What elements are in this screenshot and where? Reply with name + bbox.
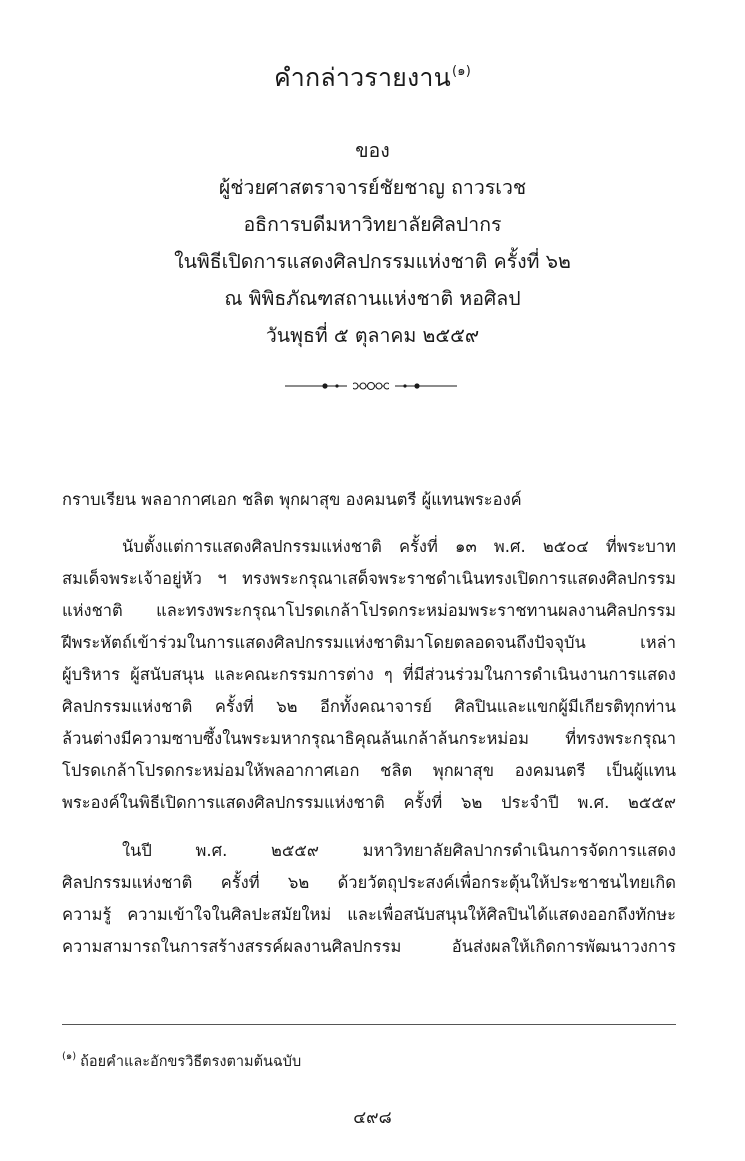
word: ที่ทรงพระกรุณา	[565, 729, 676, 748]
word: ความสามารถในการสร้างสรรค์ผลงานศิลปกรรม	[62, 937, 402, 956]
word: พุกผาสุข	[432, 761, 495, 780]
word: เป็นผู้แทน	[606, 761, 676, 780]
word: ทรงพระกรุณาเสด็จพระราชดำเนินทรงเปิดการแสดงศิลปกรรม	[242, 569, 676, 588]
word: ครั้งที่	[220, 873, 260, 892]
word: ที่พระบาท	[605, 537, 676, 556]
paragraph-1-line	[62, 791, 676, 815]
paragraph-1-line	[62, 695, 676, 719]
speech-body	[62, 0, 676, 1000]
word: และทรงพระกรุณาโปรดเกล้าโปรดกระหม่อมพระราชทานผลงานศิลปกรรม	[156, 601, 676, 620]
word: ความเข้าใจในศิลปะสมัยใหม่	[127, 905, 332, 924]
paragraph-1-line	[62, 663, 676, 687]
word: โปรดเกล้าโปรดกระหม่อมให้พลอากาศเอก	[62, 761, 360, 780]
word: ศิลปกรรมแห่งชาติ	[62, 697, 193, 716]
header-line-of: ของ	[355, 139, 390, 162]
word: แห่งชาติ	[62, 601, 123, 620]
word: ๒๕๕๙	[628, 793, 676, 812]
word: พ.ศ.	[195, 841, 228, 860]
word: นับตั้งแต่การแสดงศิลปกรรมแห่งชาติ	[122, 537, 382, 556]
word: มหาวิทยาลัยศิลปากรดำเนินการจัดการแสดง	[362, 841, 676, 860]
word: ๖๒	[287, 873, 310, 892]
header-line-speaker: ผู้ช่วยศาสตราจารย์ชัยชาญ ถาวรเวช	[218, 176, 527, 199]
paragraph-2-line	[62, 903, 676, 927]
word: ชลิต	[380, 761, 413, 780]
header-line-position: อธิการบดีมหาวิทยาลัยศิลปากร	[243, 213, 502, 236]
paragraph-1-line	[62, 599, 676, 623]
salutation: กราบเรียน พลอากาศเอก ชลิต พุกผาสุข องคมนตรี ผู้แทนพระองค์	[62, 490, 522, 509]
title-text: คำกล่าวรายงาน	[274, 63, 451, 92]
paragraph-2-line	[62, 871, 676, 895]
header-line-occasion: ในพิธีเปิดการแสดงศิลปกรรมแห่งชาติ ครั้งที่ ๖๒	[174, 250, 571, 273]
word: และเพื่อสนับสนุนให้ศิลปินได้แสดงออกถึงทักษะ	[347, 905, 676, 924]
word: พ.ศ.	[493, 537, 526, 556]
word: ในปี	[122, 841, 152, 860]
word: องคมนตรี	[514, 761, 586, 780]
word: เหล่า	[640, 633, 676, 652]
word: ผู้บริหาร	[62, 665, 121, 684]
page-number: ๔๙๘	[353, 1108, 392, 1128]
footnote	[62, 1049, 301, 1073]
word: อันส่งผลให้เกิดการพัฒนาวงการ	[451, 937, 676, 956]
word: ความรู้	[62, 905, 112, 924]
paragraph-1-line	[122, 535, 676, 559]
word: อีกทั้งคณาจารย์	[320, 697, 432, 716]
word: ๖๒	[276, 697, 298, 716]
word: ฝีพระหัตถ์เข้าร่วมในการแสดงศิลปกรรมแห่งชาติมาโดยตลอดจนถึงปัจจุบัน	[62, 633, 586, 652]
word: พระองค์ในพิธีเปิดการแสดงศิลปกรรมแห่งชาติ	[62, 793, 385, 812]
word: ครั้งที่	[403, 793, 443, 812]
footnote-divider	[62, 1024, 676, 1025]
word: ด้วยวัตถุประสงค์เพื่อกระตุ้นให้ประชาชนไทยเกิด	[337, 873, 676, 892]
word: ๆ	[383, 665, 393, 684]
word: ที่มีส่วนร่วมในการดำเนินงานการแสดง	[402, 665, 676, 684]
word: ๖๒	[461, 793, 483, 812]
paragraph-2-line	[62, 935, 676, 959]
word: ศิลปกรรมแห่งชาติ	[62, 873, 193, 892]
word: ครั้งที่	[214, 697, 254, 716]
word: ประจำปี	[501, 793, 559, 812]
header-line-date: วันพุธที่ ๕ ตุลาคม ๒๕๕๙	[265, 324, 480, 347]
word: ๒๕๕๙	[271, 841, 319, 860]
word: และคณะกรรมการต่าง	[214, 665, 374, 684]
word: สมเด็จพระเจ้าอยู่หัว	[62, 569, 202, 588]
paragraph-1-line	[62, 759, 676, 783]
word: ครั้งที่	[399, 537, 438, 556]
footnote-mark: (๑)	[62, 1051, 77, 1062]
title-footnote-mark: (๑)	[451, 64, 471, 79]
paragraph-1-line	[62, 567, 676, 591]
header-line-venue: ณ พิพิธภัณฑสถานแห่งชาติ หอศิลป	[224, 287, 521, 310]
word: ศิลปินและแขกผู้มีเกียรติทุกท่าน	[454, 697, 676, 716]
word: ๒๕๐๔	[542, 537, 589, 556]
word: พ.ศ.	[577, 793, 610, 812]
footnote-text: ถ้อยคำและอักขรวิธีตรงตามต้นฉบับ	[80, 1054, 302, 1070]
word: ๑๓	[454, 537, 477, 556]
word: ผู้สนับสนุน	[130, 665, 205, 684]
word: ล้วนต่างมีความซาบซึ้งในพระมหากรุณาธิคุณล้นเกล้าล้นกระหม่อม	[62, 729, 530, 748]
paragraph-2-line	[122, 839, 676, 863]
paragraph-1-line	[62, 631, 676, 655]
paragraph-1-line	[62, 727, 676, 751]
word: ฯ	[217, 569, 227, 588]
